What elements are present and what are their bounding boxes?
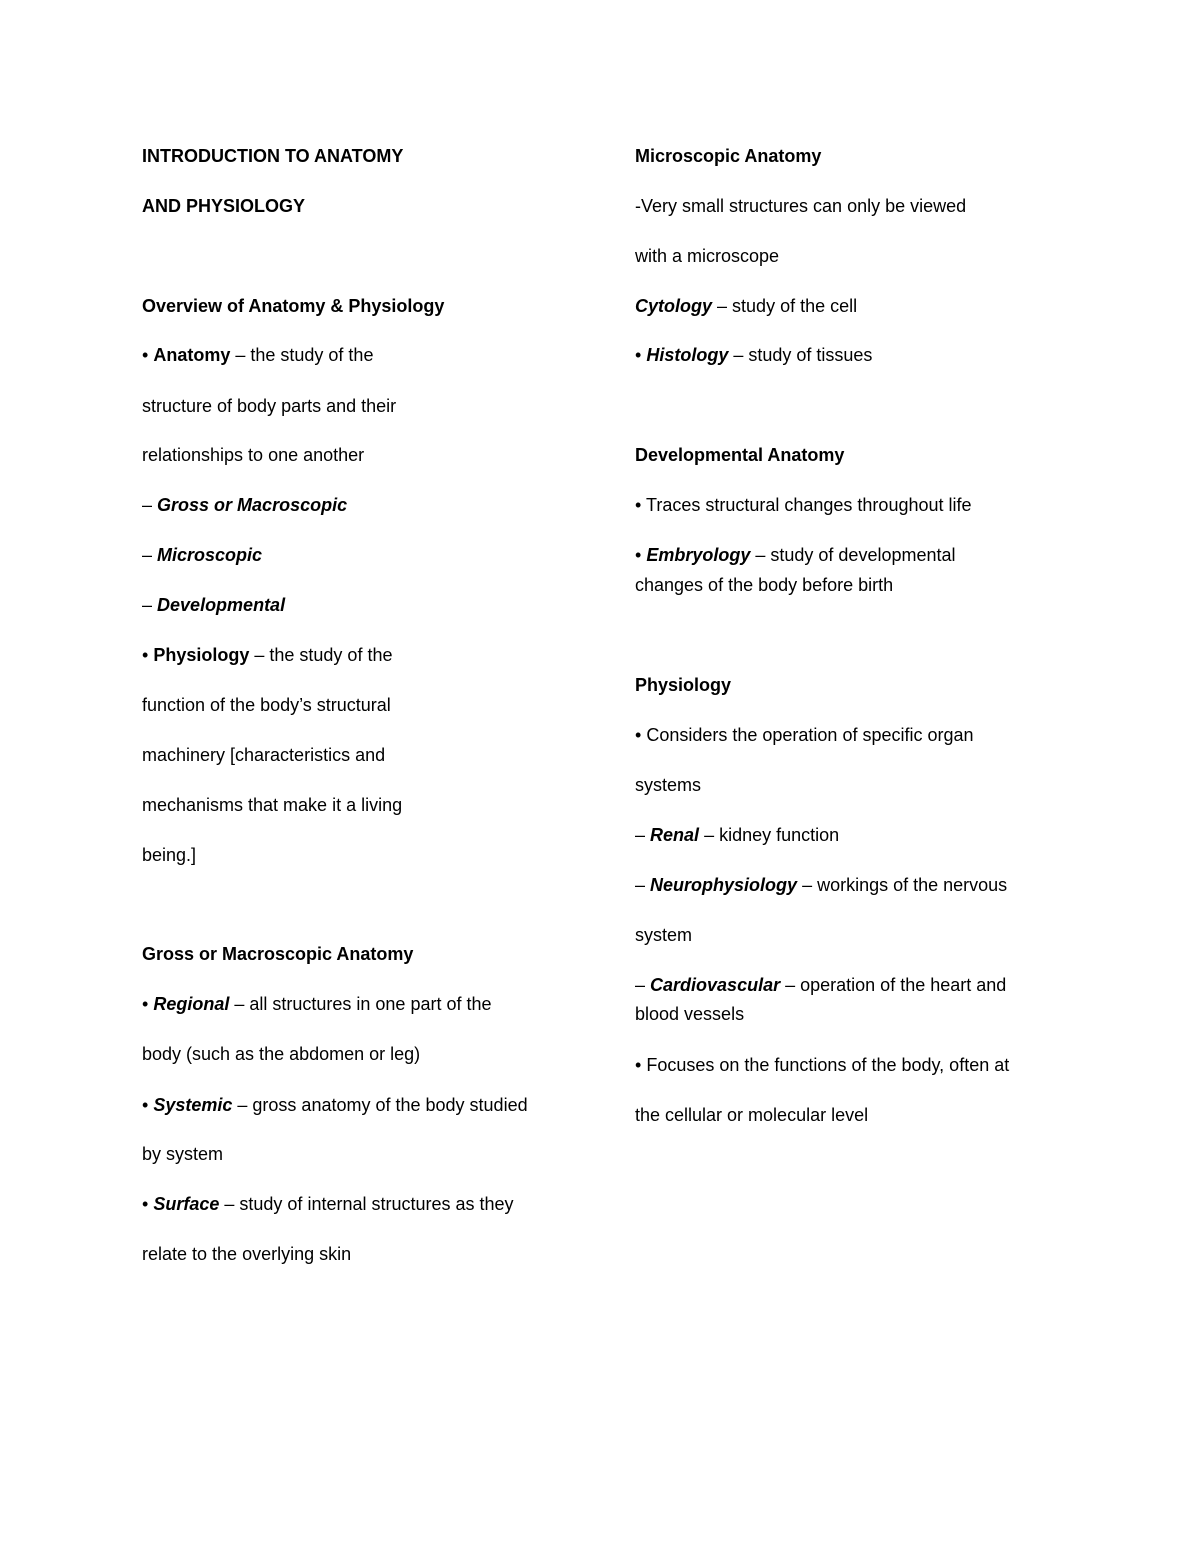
physiology-definition-line4: mechanisms that make it a living (142, 795, 403, 815)
bullet-icon: • (142, 1095, 149, 1115)
considers-item-line2: systems (635, 775, 702, 795)
surface-item-line2: relate to the overlying skin (142, 1244, 352, 1264)
microscopic-anatomy-heading: Microscopic Anatomy (635, 146, 822, 166)
physiology-term: Physiology (153, 645, 250, 665)
considers-item: • Considers the operation of specific organ (635, 725, 974, 745)
bullet-icon: • (142, 345, 149, 365)
traces-item: • Traces structural changes throughout life (635, 495, 972, 515)
physiology-definition-line2: function of the body’s structural (142, 695, 391, 715)
subdivision-developmental: – Developmental (142, 595, 286, 615)
physiology-heading: Physiology (635, 675, 732, 695)
neurophysiology-item: – Neurophysiology – workings of the nervous (635, 875, 1008, 895)
systemic-item: • Systemic – gross anatomy of the body studied (142, 1095, 528, 1115)
renal-item: – Renal – kidney function (635, 825, 840, 845)
gross-anatomy-heading: Gross or Macroscopic Anatomy (142, 944, 414, 964)
microscopic-line1: -Very small structures can only be viewed (635, 196, 967, 216)
bullet-icon: • (635, 545, 642, 565)
neurophysiology-item-line2: system (635, 925, 693, 945)
overview-heading: Overview of Anatomy & Physiology (142, 296, 445, 316)
bullet-icon: • (142, 1194, 149, 1214)
subdivision-microscopic: – Microscopic (142, 545, 263, 565)
document-title-line2: AND PHYSIOLOGY (142, 196, 306, 216)
bullet-icon: • (635, 1055, 642, 1075)
anatomy-term: Anatomy (153, 345, 231, 365)
cytology-item: Cytology – study of the cell (635, 296, 858, 316)
anatomy-definition-line2: structure of body parts and their (142, 396, 397, 416)
bullet-icon: • (635, 495, 642, 515)
physiology-definition-line5: being.] (142, 845, 197, 865)
systemic-item-line2: by system (142, 1144, 224, 1164)
cardiovascular-item: – Cardiovascular – operation of the heart and (635, 975, 1007, 995)
focuses-item: • Focuses on the functions of the body, often at (635, 1055, 1010, 1075)
physiology-definition: • Physiology – the study of the (142, 645, 393, 665)
focuses-item-line2: the cellular or molecular level (635, 1105, 869, 1125)
embryology-item: • Embryology – study of developmental (635, 545, 956, 565)
regional-item: • Regional – all structures in one part of the (142, 994, 492, 1014)
subdivision-gross: – Gross or Macroscopic (142, 495, 348, 515)
anatomy-definition-line3: relationships to one another (142, 445, 365, 465)
document-title-line1: INTRODUCTION TO ANATOMY (142, 146, 404, 166)
histology-item: • Histology – study of tissues (635, 345, 873, 365)
cardiovascular-item-line2: blood vessels (635, 1004, 745, 1024)
microscopic-line2: with a microscope (635, 246, 780, 266)
bullet-icon: • (635, 725, 642, 745)
physiology-definition-line3: machinery [characteristics and (142, 745, 386, 765)
bullet-icon: • (142, 994, 149, 1014)
bullet-icon: • (142, 645, 149, 665)
anatomy-definition: • Anatomy – the study of the (142, 345, 374, 365)
regional-item-line2: body (such as the abdomen or leg) (142, 1044, 421, 1064)
bullet-icon: • (635, 345, 642, 365)
surface-item: • Surface – study of internal structures as they (142, 1194, 514, 1214)
embryology-item-line2: changes of the body before birth (635, 575, 894, 595)
developmental-anatomy-heading: Developmental Anatomy (635, 445, 845, 465)
